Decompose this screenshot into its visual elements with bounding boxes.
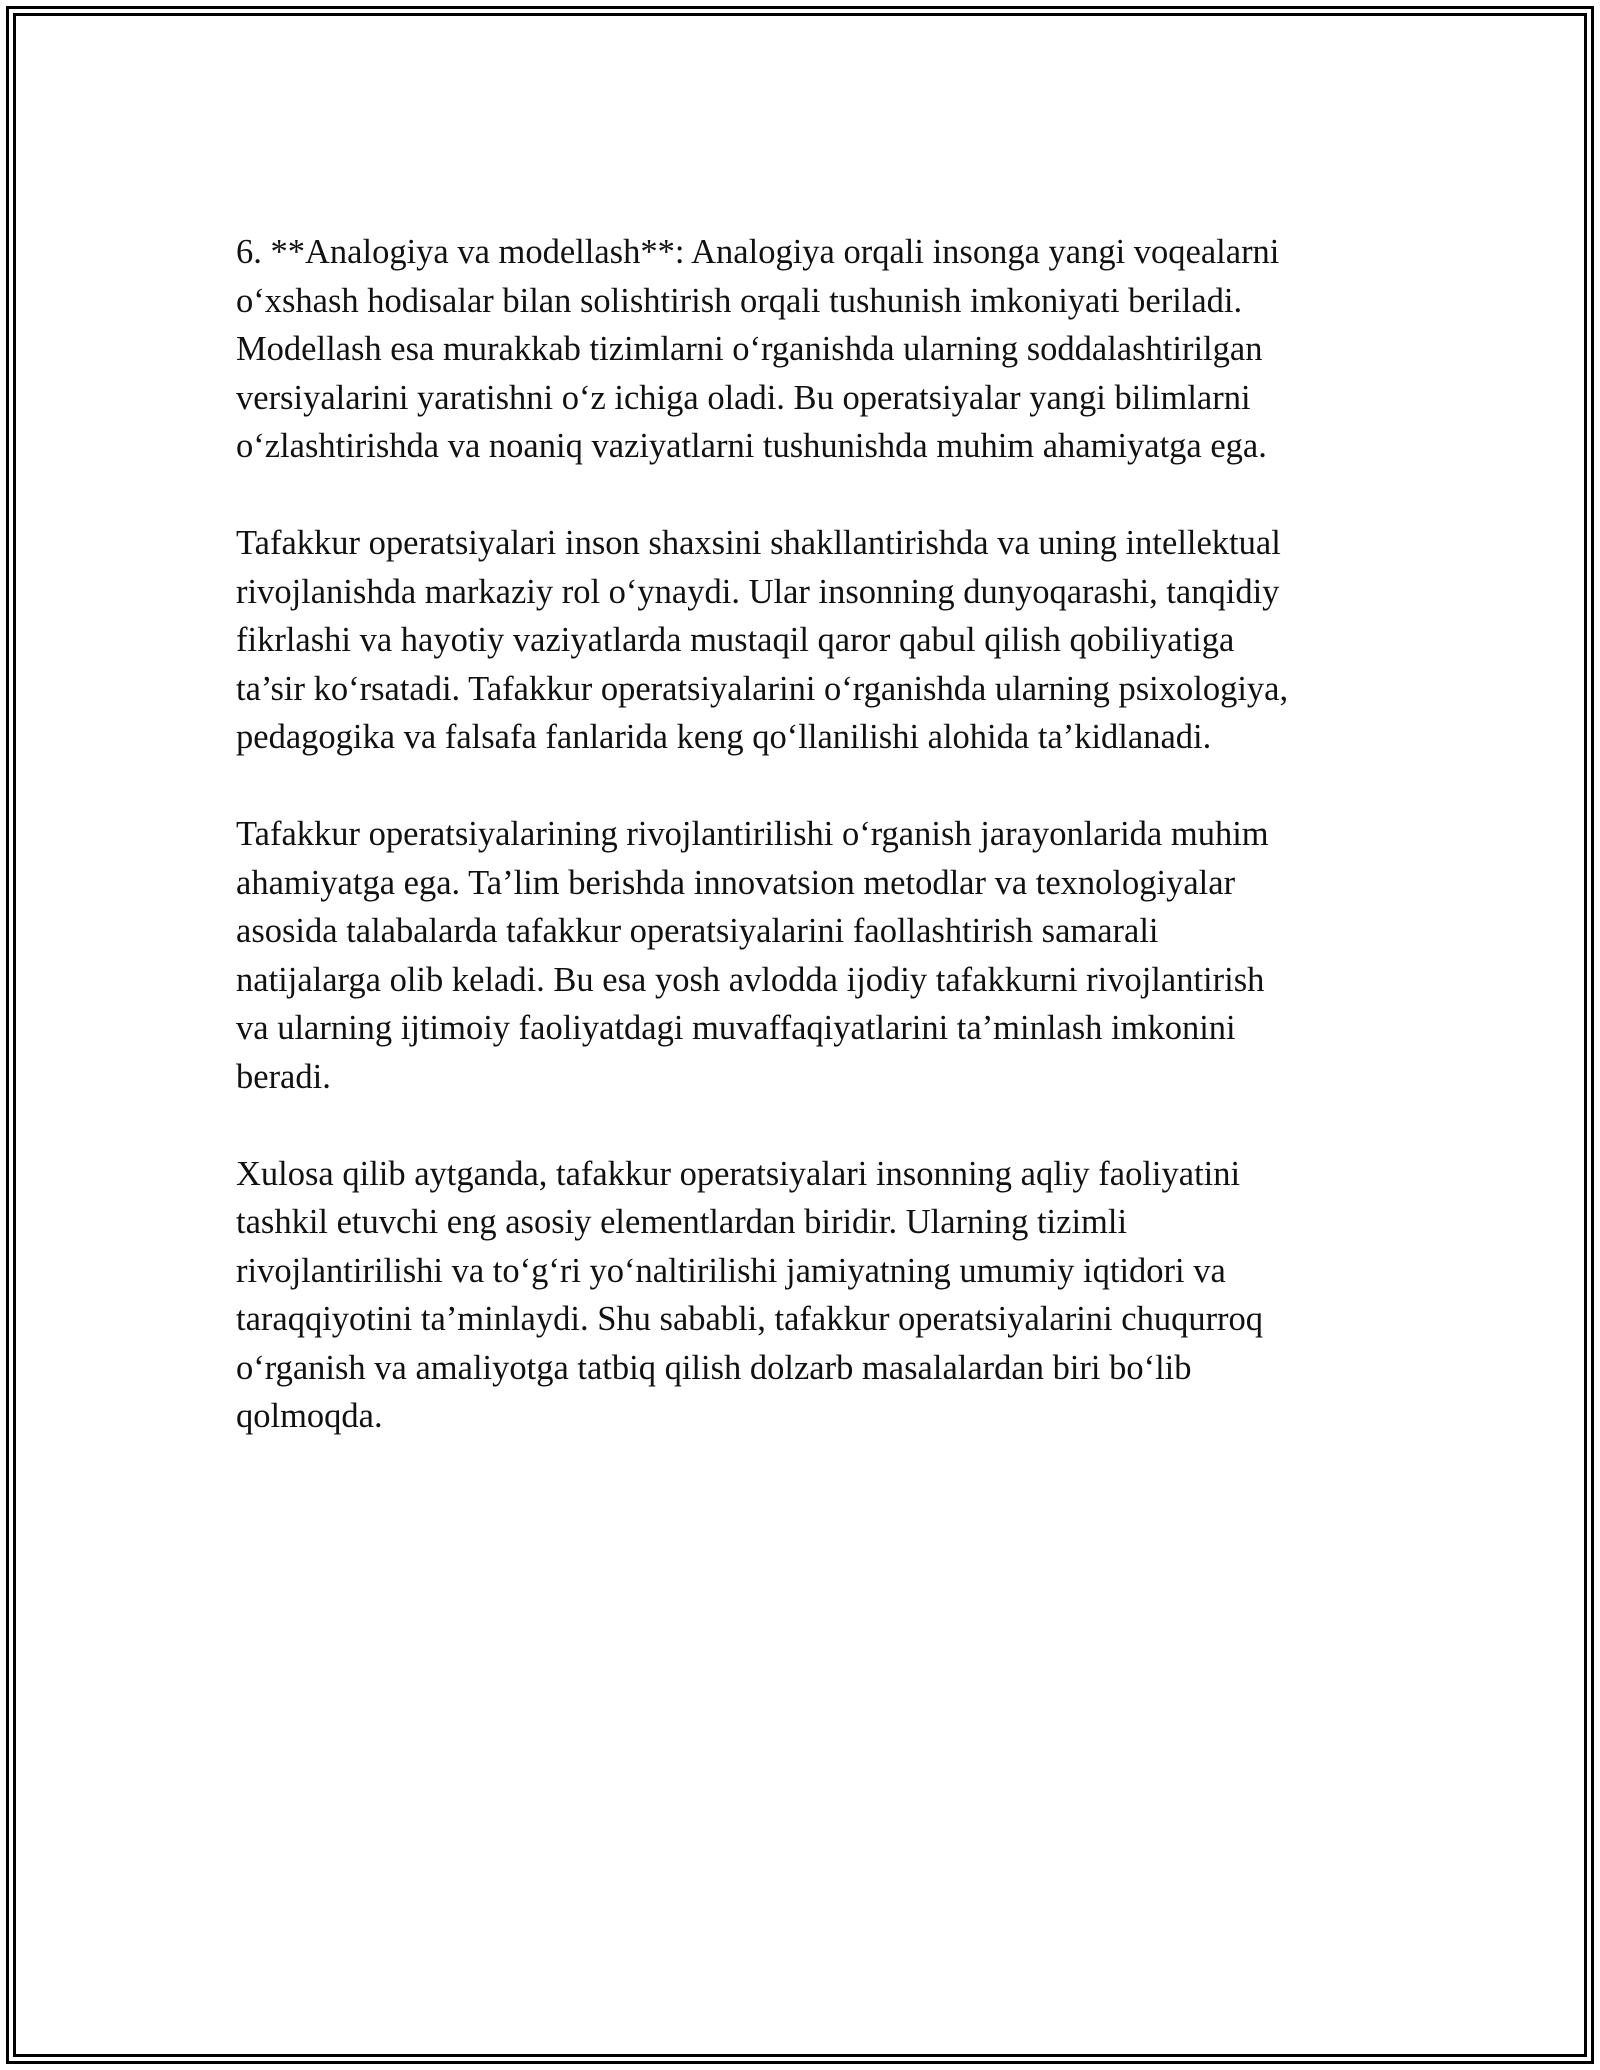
text-line: fikrlashi va hayotiy vaziyatlarda mustaqil qaror qabul qilish qobiliyatiga (236, 621, 1235, 659)
text-line: ta’sir ko‘rsatadi. Tafakkur operatsiyalarini o‘rganishda ularning psixologiya, (236, 669, 1289, 708)
text-line: Xulosa qilib aytganda, tafakkur operatsiyalari insonning aqliy faoliyatini (236, 1154, 1241, 1193)
document-body (236, 228, 1366, 1489)
text-line: pedagogika va falsafa fanlarida keng qo‘llanilishi alohida ta’kidlanadi. (236, 718, 1212, 756)
paragraph-conclusion (236, 1150, 1366, 1441)
text-line: taraqqiyotini ta’minlaydi. Shu sababli, tafakkur operatsiyalarini chuqurroq (236, 1300, 1264, 1338)
paragraph-analogy-modelling (236, 228, 1366, 471)
text-line: o‘xshash hodisalar bilan solishtirish orqali tushunish imkoniyati beriladi. (236, 281, 1243, 320)
text-line: beradi. (236, 1057, 331, 1096)
text-line: 6. **Analogiya va modellash**: Analogiya orqali insonga yangi voqealarni (236, 233, 1280, 271)
text-line: Tafakkur operatsiyalarining rivojlantirilishi o‘rganish jarayonlarida muhim (236, 815, 1269, 853)
text-line: rivojlantirilishi va to‘g‘ri yo‘naltirilishi jamiyatning umumiy iqtidori va (236, 1251, 1226, 1290)
text-line: natijalarga olib keladi. Bu esa yosh avlodda ijodiy tafakkurni rivojlantirish (236, 960, 1265, 999)
text-line: tashkil etuvchi eng asosiy elementlardan biridir. Ularning tizimli (236, 1203, 1128, 1241)
text-line: asosida talabalarda tafakkur operatsiyalarini faollashtirish samarali (236, 912, 1159, 950)
text-line: ahamiyatga ega. Ta’lim berishda innovatsion metodlar va texnologiyalar (236, 863, 1236, 902)
text-line: qolmoqda. (236, 1397, 383, 1435)
text-line: Tafakkur operatsiyalari inson shaxsini shakllantirishda va uning intellektual (236, 524, 1281, 562)
text-line: versiyalarini yaratishni o‘z ichiga oladi. Bu operatsiyalar yangi bilimlarni (236, 378, 1251, 417)
paragraph-personality-development (236, 519, 1366, 762)
text-line: o‘zlashtirishda va noaniq vaziyatlarni tushunishda muhim ahamiyatga ega. (236, 427, 1267, 465)
text-line: o‘rganish va amaliyotga tatbiq qilish dolzarb masalalardan biri bo‘lib (236, 1348, 1192, 1387)
text-line: rivojlanishda markaziy rol o‘ynaydi. Ular insonning dunyoqarashi, tanqidiy (236, 572, 1280, 611)
text-line: Modellash esa murakkab tizimlarni o‘rganishda ularning soddalashtirilgan (236, 330, 1263, 368)
text-line: va ularning ijtimoiy faoliyatdagi muvaffaqiyatlarini ta’minlash imkonini (236, 1009, 1236, 1047)
paragraph-learning-processes (236, 810, 1366, 1101)
